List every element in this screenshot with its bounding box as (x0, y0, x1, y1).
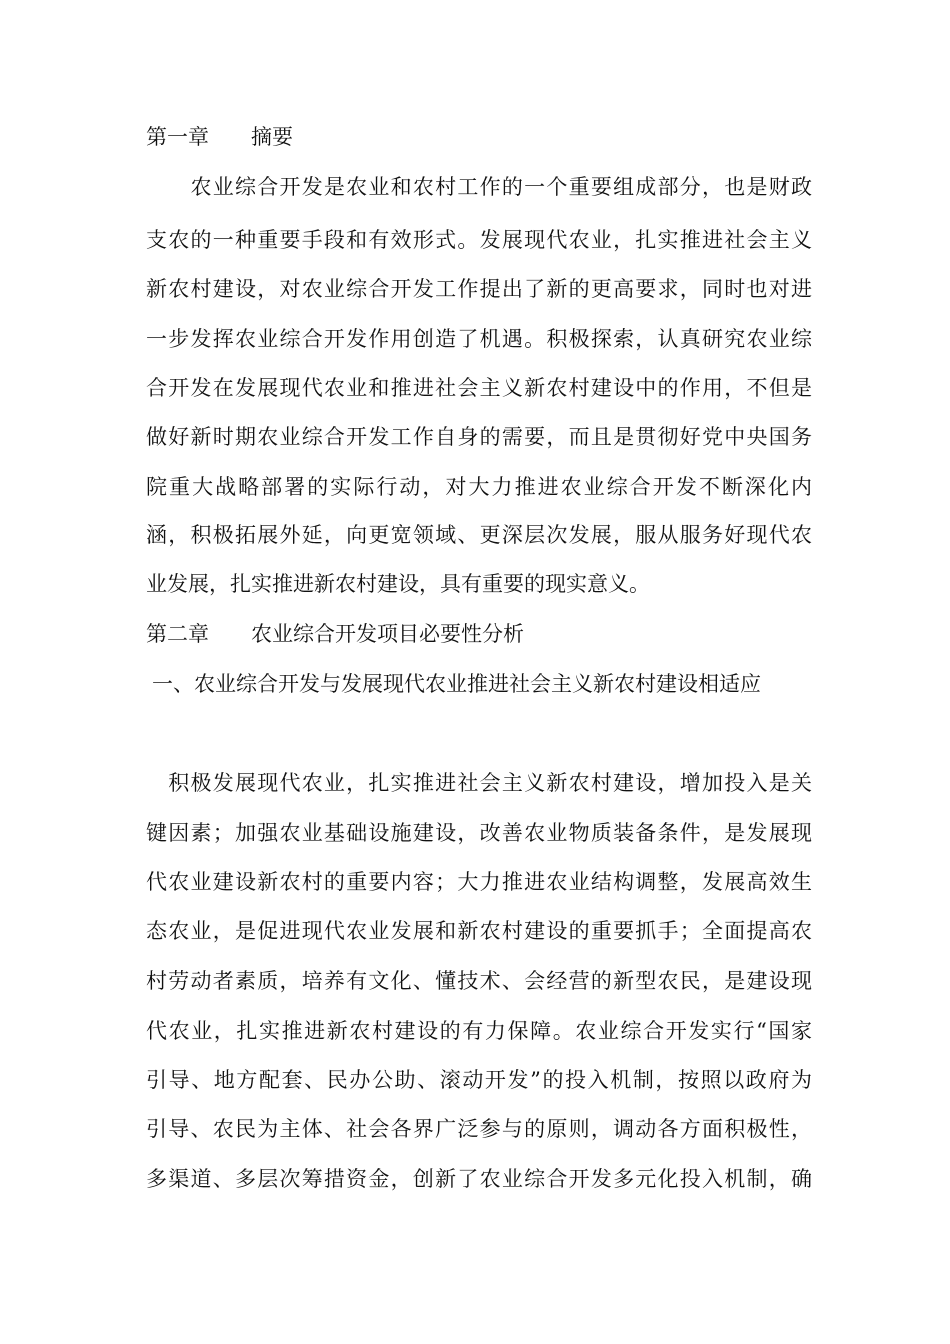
chapter1-line: 业发展，扎实推进新农村建设，具有重要的现实意义。 (146, 572, 650, 596)
chapter2-heading: 第二章 农业综合开发项目必要性分析 (146, 622, 524, 646)
chapter1-line: 新农村建设，对农业综合开发工作提出了新的更高要求，同时也对进 (146, 277, 812, 301)
chapter2-line: 多渠道、多层次筹措资金，创新了农业综合开发多元化投入机制，确 (146, 1167, 812, 1191)
chapter1-line: 合开发在发展现代农业和推进社会主义新农村建设中的作用，不但是 (146, 376, 812, 400)
chapter1-line: 农业综合开发是农业和农村工作的一个重要组成部分，也是财政 (146, 175, 812, 199)
chapter1-line: 做好新时期农业综合开发工作自身的需要，而且是贯彻好党中央国务 (146, 425, 812, 449)
section1-heading: 一、农业综合开发与发展现代农业推进社会主义新农村建设相适应 (152, 672, 761, 696)
chapter2-line: 代农业，扎实推进新农村建设的有力保障。农业综合开发实行“国家 (146, 1019, 812, 1043)
chapter1-heading: 第一章 摘要 (146, 125, 293, 149)
chapter2-line: 村劳动者素质，培养有文化、懂技术、会经营的新型农民，是建设现 (146, 969, 812, 993)
chapter1-line: 支农的一种重要手段和有效形式。发展现代农业，扎实推进社会主义 (146, 228, 812, 252)
chapter1-line: 涵，积极拓展外延，向更宽领域、更深层次发展，服从服务好现代农 (146, 523, 812, 547)
chapter2-line: 键因素；加强农业基础设施建设，改善农业物质装备条件，是发展现 (146, 821, 812, 845)
chapter2-line: 代农业建设新农村的重要内容；大力推进农业结构调整，发展高效生 (146, 870, 812, 894)
chapter2-line: 引导、农民为主体、社会各界广泛参与的原则，调动各方面积极性， (146, 1117, 812, 1141)
chapter1-line: 一步发挥农业综合开发作用创造了机遇。积极探索，认真研究农业综 (146, 327, 812, 351)
chapter2-line: 引导、地方配套、民办公助、滚动开发”的投入机制，按照以政府为 (146, 1068, 812, 1092)
chapter1-line: 院重大战略部署的实际行动，对大力推进农业综合开发不断深化内 (146, 475, 812, 499)
chapter2-line: 积极发展现代农业，扎实推进社会主义新农村建设，增加投入是关 (146, 771, 812, 795)
chapter2-line: 态农业，是促进现代农业发展和新农村建设的重要抓手；全面提高农 (146, 919, 812, 943)
